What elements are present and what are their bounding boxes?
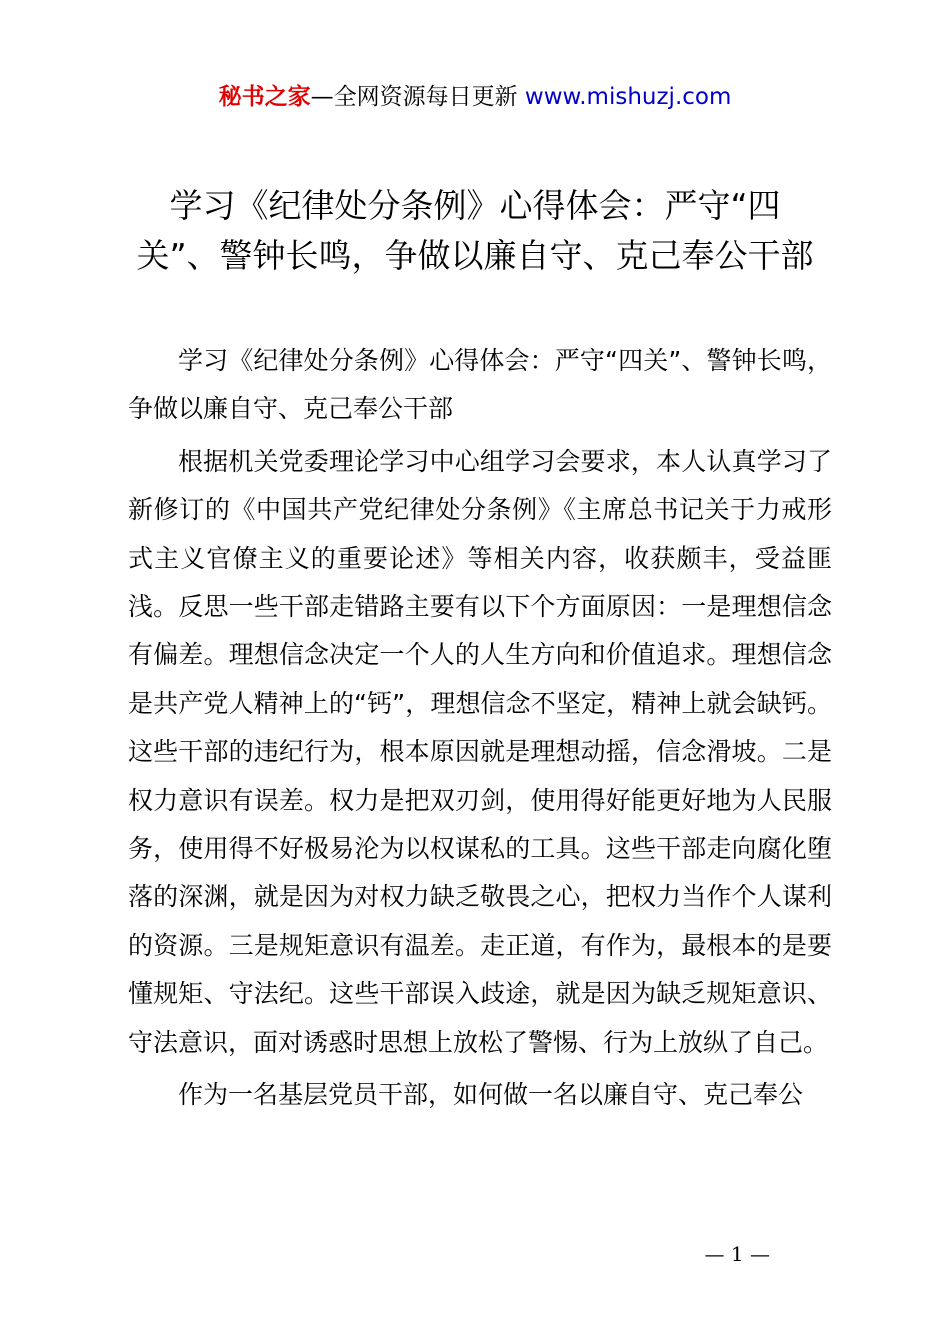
page-number: — 1 —	[704, 1242, 770, 1266]
document-title: 学习《纪律处分条例》心得体会：严守“四关”、警钟长鸣，争做以廉自守、克己奉公干部	[136, 186, 814, 275]
site-tagline: —全网资源每日更新	[310, 84, 525, 110]
document-body	[128, 337, 832, 1124]
paragraph-main: 根据机关党委理论学习中心组学习会要求，本人认真学习了新修订的《中国共产党纪律处分条例》《主席总书记关于力戒形式主义官僚主义的重要论述》等相关内容，收获颇丰，受益匪浅。反思一些干部走错路主要有以下个方面原因：一是理想信念有偏差。理想信念决定一个人的人生方向和价值追求。理想信念是共产党人精神上的“钙”，理想信念不坚定，精神上就会缺钙。这些干部的违纪行为，根本原因就是理想动摇，信念滑坡。二是权力意识有误差。权力是把双刃剑，使用得好能更好地为人民服务，使用得不好极易沦为以权谋私的工具。这些干部走向腐化堕落的深渊，就是因为对权力缺乏敬畏之心，把权力当作个人谋利的资源。三是规矩意识有温差。走正道，有作为，最根本的是要懂规矩、守法纪。这些干部误入歧途，就是因为缺乏规矩意识、守法意识，面对诱惑时思想上放松了警惕、行为上放纵了自己。	[128, 446, 832, 1057]
site-url-link[interactable]: www.mishuzj.com	[524, 84, 732, 110]
paragraph-subtitle: 学习《纪律处分条例》心得体会：严守“四关”、警钟长鸣，争做以廉自守、克己奉公干部	[128, 346, 832, 424]
site-header	[0, 80, 950, 114]
site-brand: 秘书之家	[218, 84, 311, 110]
paragraph-continued: 作为一名基层党员干部，如何做一名以廉自守、克己奉公	[178, 1080, 804, 1110]
